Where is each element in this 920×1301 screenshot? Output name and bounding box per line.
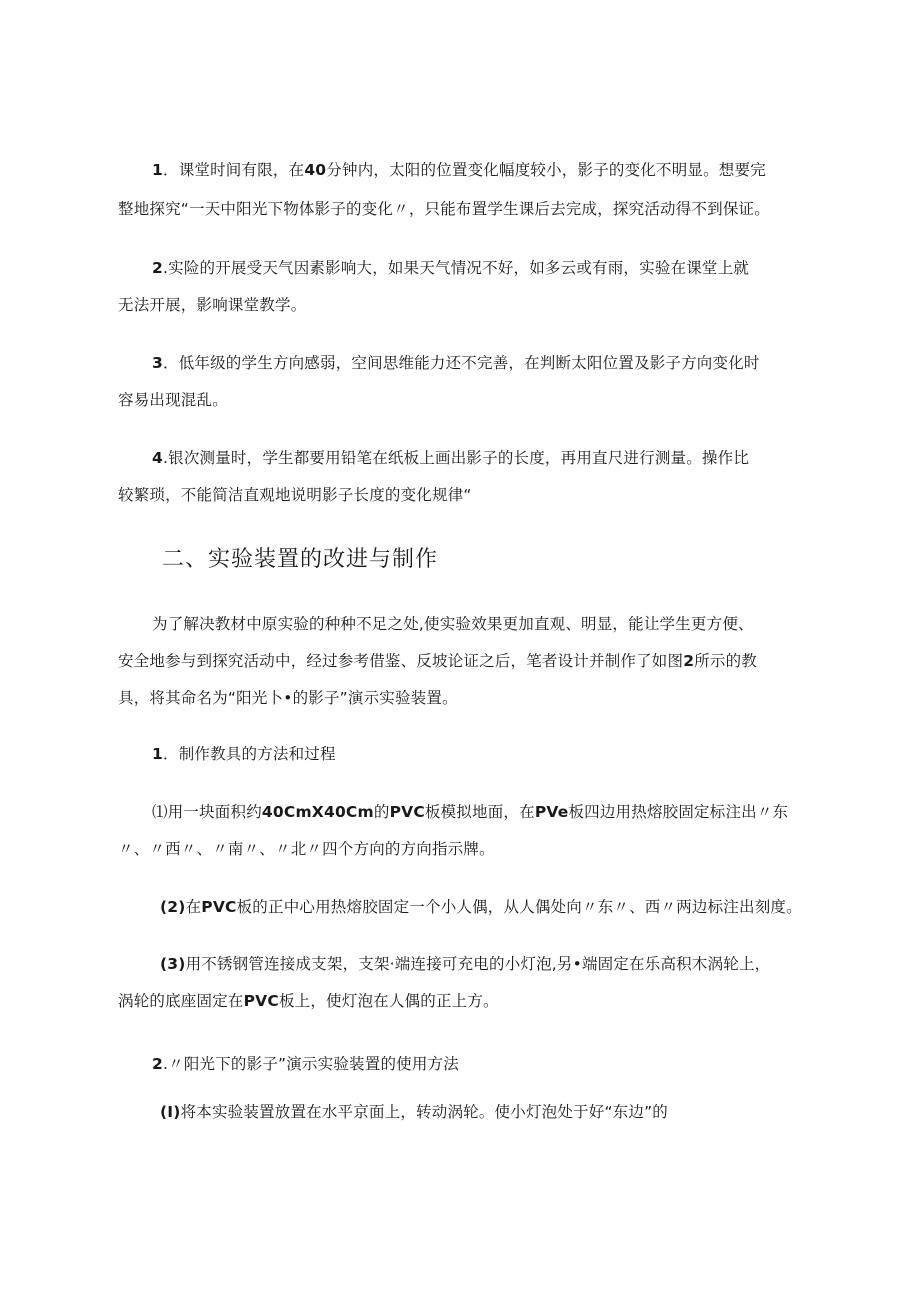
step-3-line-1: (3)用不锈钢管连接成支架，支架·端连接可充电的小灯泡,另•端固定在乐高积木涡轮上， bbox=[160, 955, 771, 973]
item-2-line-1: 2.实险的开展受天气因素影响大，如果天气情况不好，如多云或有雨，实验在课堂上就 bbox=[152, 259, 750, 277]
item-4-line-1: 4.银次测量时，学生都要用铅笔在纸板上画出影子的长度，再用直尺进行测量。操作比 bbox=[152, 449, 750, 467]
step-1-line-2: 〃、〃西〃、〃南〃、〃北〃四个方向的方向指示牌。 bbox=[118, 840, 495, 858]
item-3-number: 3 bbox=[152, 354, 163, 372]
item-3-line-1: 3．低年级的学生方向感弱，空间思维能力还不完善，在判断太阳位置及影子方向变化时 bbox=[152, 354, 760, 372]
step-2-line: (2)在PVC板的正中心用热熔胶固定一个小人偶，从人偶处向〃东〃、西〃两边标注出刻度。 bbox=[160, 898, 802, 916]
item-3-line-2: 容易出现混乱。 bbox=[118, 391, 228, 409]
item-2-number: 2 bbox=[152, 259, 163, 277]
item-4-number: 4 bbox=[152, 449, 163, 467]
intro-line-3: 具，将其命名为“阳光卜•的影子”演示实验装置。 bbox=[118, 689, 458, 707]
section-heading: 二、实验装置的改进与制作 bbox=[162, 547, 439, 572]
item-4-line-2: 较繁琐，不能简洁直观地说明影子长度的变化规律“ bbox=[118, 486, 472, 504]
item-2-line-2: 无法开展，影响课堂教学。 bbox=[118, 296, 307, 314]
item-1-line-2: 整地探究“一天中阳光下物体影子的变化〃，只能布置学生课后去完成，探究活动得不到保证。 bbox=[118, 200, 770, 218]
step-3-line-2: 涡轮的底座固定在PVC板上，使灯泡在人偶的正上方。 bbox=[118, 992, 499, 1010]
item-1-line-1: 1．课堂时间有限，在40分钟内，太阳的位置变化幅度较小，影子的变化不明显。想要完 bbox=[152, 161, 766, 179]
step-1-line-1: ⑴用一块面积约40CmX40Cm的PVC板模拟地面，在PVe板四边用热熔胶固定标注出〃东 bbox=[152, 803, 789, 821]
subheading-1-number: 1 bbox=[152, 745, 163, 763]
subheading-1: 1．制作教具的方法和过程 bbox=[152, 745, 336, 763]
item-1-number: 1 bbox=[152, 161, 163, 179]
subheading-2-number: 2 bbox=[152, 1055, 163, 1073]
intro-line-2: 安全地参与到探究活动中，经过参考借鉴、反坡论证之后，笔者设计并制作了如图2所示的教 bbox=[118, 652, 758, 670]
use-step-1-line: (I)将本实验装置放置在水平京面上，转动涡轮。使小灯泡处于好“东边”的 bbox=[160, 1103, 669, 1121]
intro-line-1: 为了解决教材中原实验的种种不足之处,使实验效果更加直观、明显，能让学生更方便、 bbox=[152, 615, 754, 633]
subheading-2: 2.〃阳光下的影子”演示实验装置的使用方法 bbox=[152, 1055, 459, 1073]
